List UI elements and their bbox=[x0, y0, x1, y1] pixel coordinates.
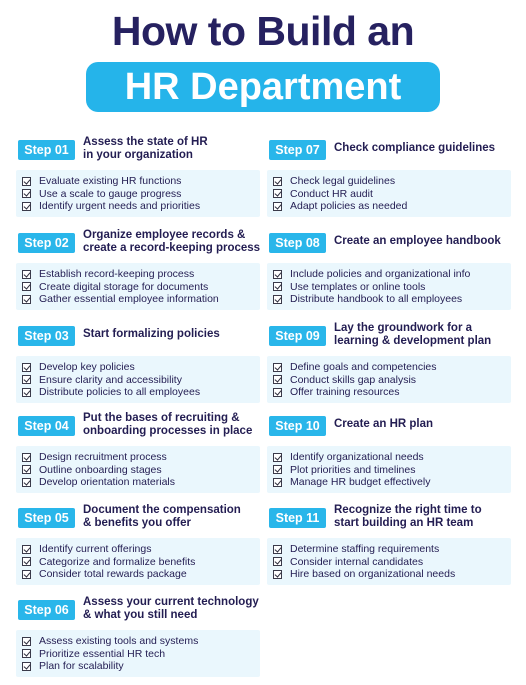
step-title: Start formalizing policies bbox=[83, 328, 220, 340]
checkbox-checked-icon bbox=[273, 545, 282, 554]
checklist-item-label: Determine staffing requirements bbox=[290, 543, 440, 556]
step-card bbox=[267, 501, 511, 581]
checklist-item-label: Hire based on organizational needs bbox=[290, 568, 456, 581]
checkbox-checked-icon bbox=[22, 363, 31, 372]
checkbox-checked-icon bbox=[22, 649, 31, 658]
step-header bbox=[267, 319, 511, 353]
checklist-item bbox=[22, 464, 260, 477]
checkbox-checked-icon bbox=[273, 570, 282, 579]
checklist-item bbox=[22, 451, 260, 464]
checkbox-checked-icon bbox=[273, 189, 282, 198]
checklist-item-label: Consider internal candidates bbox=[290, 555, 424, 568]
checkbox-checked-icon bbox=[273, 465, 282, 474]
step-card bbox=[16, 319, 260, 399]
step-checklist bbox=[267, 170, 511, 217]
checkbox-checked-icon bbox=[22, 202, 31, 211]
checklist-item bbox=[273, 268, 511, 281]
step-header bbox=[267, 409, 511, 443]
step-card bbox=[16, 133, 260, 213]
step-header bbox=[16, 409, 260, 443]
step-checklist bbox=[267, 446, 511, 493]
step-title: Create an HR plan bbox=[334, 418, 434, 430]
checklist-item-label: Identify current offerings bbox=[39, 543, 152, 556]
checklist-item-label: Develop orientation materials bbox=[39, 476, 175, 489]
checkbox-checked-icon bbox=[22, 295, 31, 304]
step-title: Document the compensation & benefits you offer bbox=[83, 504, 241, 529]
step-card bbox=[16, 501, 260, 581]
checklist-item bbox=[273, 188, 511, 201]
step-checklist bbox=[16, 446, 260, 493]
checklist-item-label: Categorize and formalize benefits bbox=[39, 555, 196, 568]
checklist-item bbox=[273, 568, 511, 581]
checklist-item-label: Manage HR budget effectively bbox=[290, 476, 431, 489]
checklist-item-label: Plot priorities and timelines bbox=[290, 463, 416, 476]
step-card bbox=[267, 133, 511, 213]
checklist-item bbox=[22, 543, 260, 556]
checklist-item-label: Conduct skills gap analysis bbox=[290, 373, 417, 386]
checklist-item-label: Offer training resources bbox=[290, 386, 400, 399]
checklist-item bbox=[273, 281, 511, 294]
checklist-item-label: Plan for scalability bbox=[39, 660, 124, 673]
checklist-item bbox=[22, 200, 260, 213]
checklist-item bbox=[22, 568, 260, 581]
checkbox-checked-icon bbox=[22, 545, 31, 554]
step-title: Recognize the right time to start building an HR team bbox=[334, 504, 482, 529]
checklist-item bbox=[273, 556, 511, 569]
checkbox-checked-icon bbox=[22, 388, 31, 397]
checklist-item-label: Define goals and competencies bbox=[290, 361, 437, 374]
checklist-item-label: Distribute handbook to all employees bbox=[290, 293, 463, 306]
checkbox-checked-icon bbox=[22, 465, 31, 474]
checklist-item-label: Use templates or online tools bbox=[290, 280, 426, 293]
checkbox-checked-icon bbox=[273, 202, 282, 211]
checklist-item-label: Develop key policies bbox=[39, 361, 135, 374]
checkbox-checked-icon bbox=[22, 375, 31, 384]
checklist-item bbox=[273, 374, 511, 387]
step-badge: Step 09 bbox=[269, 326, 326, 346]
checklist-item-label: Check legal guidelines bbox=[290, 175, 396, 188]
step-title: Put the bases of recruiting & onboarding processes in place bbox=[83, 412, 253, 437]
checklist-item bbox=[273, 451, 511, 464]
step-badge: Step 02 bbox=[18, 233, 75, 253]
checkbox-checked-icon bbox=[22, 453, 31, 462]
checkbox-checked-icon bbox=[273, 375, 282, 384]
step-title: Create an employee handbook bbox=[334, 235, 501, 247]
step-badge: Step 05 bbox=[18, 508, 75, 528]
checklist-item bbox=[22, 648, 260, 661]
checklist-item-label: Create digital storage for documents bbox=[39, 280, 209, 293]
checklist-item bbox=[273, 386, 511, 399]
step-badge: Step 06 bbox=[18, 600, 75, 620]
step-header bbox=[267, 226, 511, 260]
step-title: Check compliance guidelines bbox=[334, 142, 496, 154]
checkbox-checked-icon bbox=[22, 282, 31, 291]
checkbox-checked-icon bbox=[22, 557, 31, 566]
checklist-item bbox=[22, 188, 260, 201]
step-checklist bbox=[16, 630, 260, 677]
checkbox-checked-icon bbox=[22, 570, 31, 579]
step-badge: Step 07 bbox=[269, 140, 326, 160]
step-title: Lay the groundwork for a learning & development plan bbox=[334, 322, 492, 347]
step-badge: Step 04 bbox=[18, 416, 75, 436]
checklist-item bbox=[22, 635, 260, 648]
checkbox-checked-icon bbox=[22, 637, 31, 646]
step-header bbox=[16, 226, 260, 260]
checklist-item bbox=[22, 268, 260, 281]
checklist-item-label: Establish record-keeping process bbox=[39, 268, 195, 281]
checkbox-checked-icon bbox=[273, 478, 282, 487]
step-checklist bbox=[16, 263, 260, 310]
checklist-item bbox=[273, 543, 511, 556]
checkbox-checked-icon bbox=[22, 478, 31, 487]
checklist-item-label: Consider total rewards package bbox=[39, 568, 187, 581]
checkbox-checked-icon bbox=[273, 557, 282, 566]
checkbox-checked-icon bbox=[273, 453, 282, 462]
step-header bbox=[267, 501, 511, 535]
checklist-item-label: Distribute policies to all employees bbox=[39, 386, 201, 399]
checklist-item-label: Include policies and organizational info bbox=[290, 268, 471, 281]
checklist-item bbox=[22, 660, 260, 673]
step-card bbox=[16, 409, 260, 489]
checklist-item bbox=[273, 361, 511, 374]
step-checklist bbox=[16, 170, 260, 217]
checklist-item bbox=[273, 293, 511, 306]
step-checklist bbox=[267, 356, 511, 403]
checklist-item-label: Outline onboarding stages bbox=[39, 463, 162, 476]
checkbox-checked-icon bbox=[273, 388, 282, 397]
checklist-item bbox=[22, 374, 260, 387]
step-title: Assess the state of HR in your organization bbox=[83, 136, 208, 161]
step-header bbox=[16, 593, 260, 627]
step-header bbox=[16, 501, 260, 535]
checkbox-checked-icon bbox=[22, 177, 31, 186]
checklist-item-label: Gather essential employee information bbox=[39, 293, 219, 306]
checklist-item bbox=[273, 175, 511, 188]
checklist-item-label: Use a scale to gauge progress bbox=[39, 187, 182, 200]
checklist-item bbox=[22, 556, 260, 569]
checklist-item-label: Conduct HR audit bbox=[290, 187, 373, 200]
step-header bbox=[267, 133, 511, 167]
step-card bbox=[16, 593, 260, 673]
checklist-item-label: Identify urgent needs and priorities bbox=[39, 200, 201, 213]
checkbox-checked-icon bbox=[273, 177, 282, 186]
step-header bbox=[16, 133, 260, 167]
checklist-item-label: Prioritize essential HR tech bbox=[39, 647, 166, 660]
step-badge: Step 10 bbox=[269, 416, 326, 436]
step-checklist bbox=[267, 263, 511, 310]
step-card bbox=[267, 409, 511, 489]
step-checklist bbox=[16, 538, 260, 585]
checkbox-checked-icon bbox=[22, 662, 31, 671]
step-card bbox=[267, 226, 511, 306]
checkbox-checked-icon bbox=[22, 270, 31, 279]
step-checklist bbox=[16, 356, 260, 403]
checklist-item bbox=[22, 281, 260, 294]
step-card bbox=[267, 319, 511, 399]
checklist-item bbox=[22, 386, 260, 399]
step-badge: Step 01 bbox=[18, 140, 75, 160]
checklist-item-label: Adapt policies as needed bbox=[290, 200, 408, 213]
checklist-item-label: Design recruitment process bbox=[39, 451, 167, 464]
checklist-item-label: Assess existing tools and systems bbox=[39, 635, 199, 648]
step-title: Assess your current technology & what you still need bbox=[83, 596, 259, 621]
step-title: Organize employee records & create a record-keeping process bbox=[83, 229, 261, 254]
step-badge: Step 08 bbox=[269, 233, 326, 253]
checklist-item bbox=[22, 476, 260, 489]
checklist-item bbox=[273, 464, 511, 477]
step-badge: Step 11 bbox=[269, 508, 326, 528]
step-header bbox=[16, 319, 260, 353]
checklist-item bbox=[22, 361, 260, 374]
checklist-item bbox=[273, 200, 511, 213]
page-title: How to Build an bbox=[111, 8, 415, 54]
checklist-item-label: Identify organizational needs bbox=[290, 451, 424, 464]
checklist-item bbox=[22, 293, 260, 306]
checkbox-checked-icon bbox=[22, 189, 31, 198]
step-badge: Step 03 bbox=[18, 326, 75, 346]
checkbox-checked-icon bbox=[273, 282, 282, 291]
checkbox-checked-icon bbox=[273, 295, 282, 304]
checkbox-checked-icon bbox=[273, 363, 282, 372]
checklist-item-label: Evaluate existing HR functions bbox=[39, 175, 182, 188]
checkbox-checked-icon bbox=[273, 270, 282, 279]
step-card bbox=[16, 226, 261, 306]
page-title-banner: HR Department bbox=[86, 62, 440, 112]
checklist-item bbox=[22, 175, 260, 188]
checklist-item bbox=[273, 476, 511, 489]
step-checklist bbox=[267, 538, 511, 585]
checklist-item-label: Ensure clarity and accessibility bbox=[39, 373, 182, 386]
